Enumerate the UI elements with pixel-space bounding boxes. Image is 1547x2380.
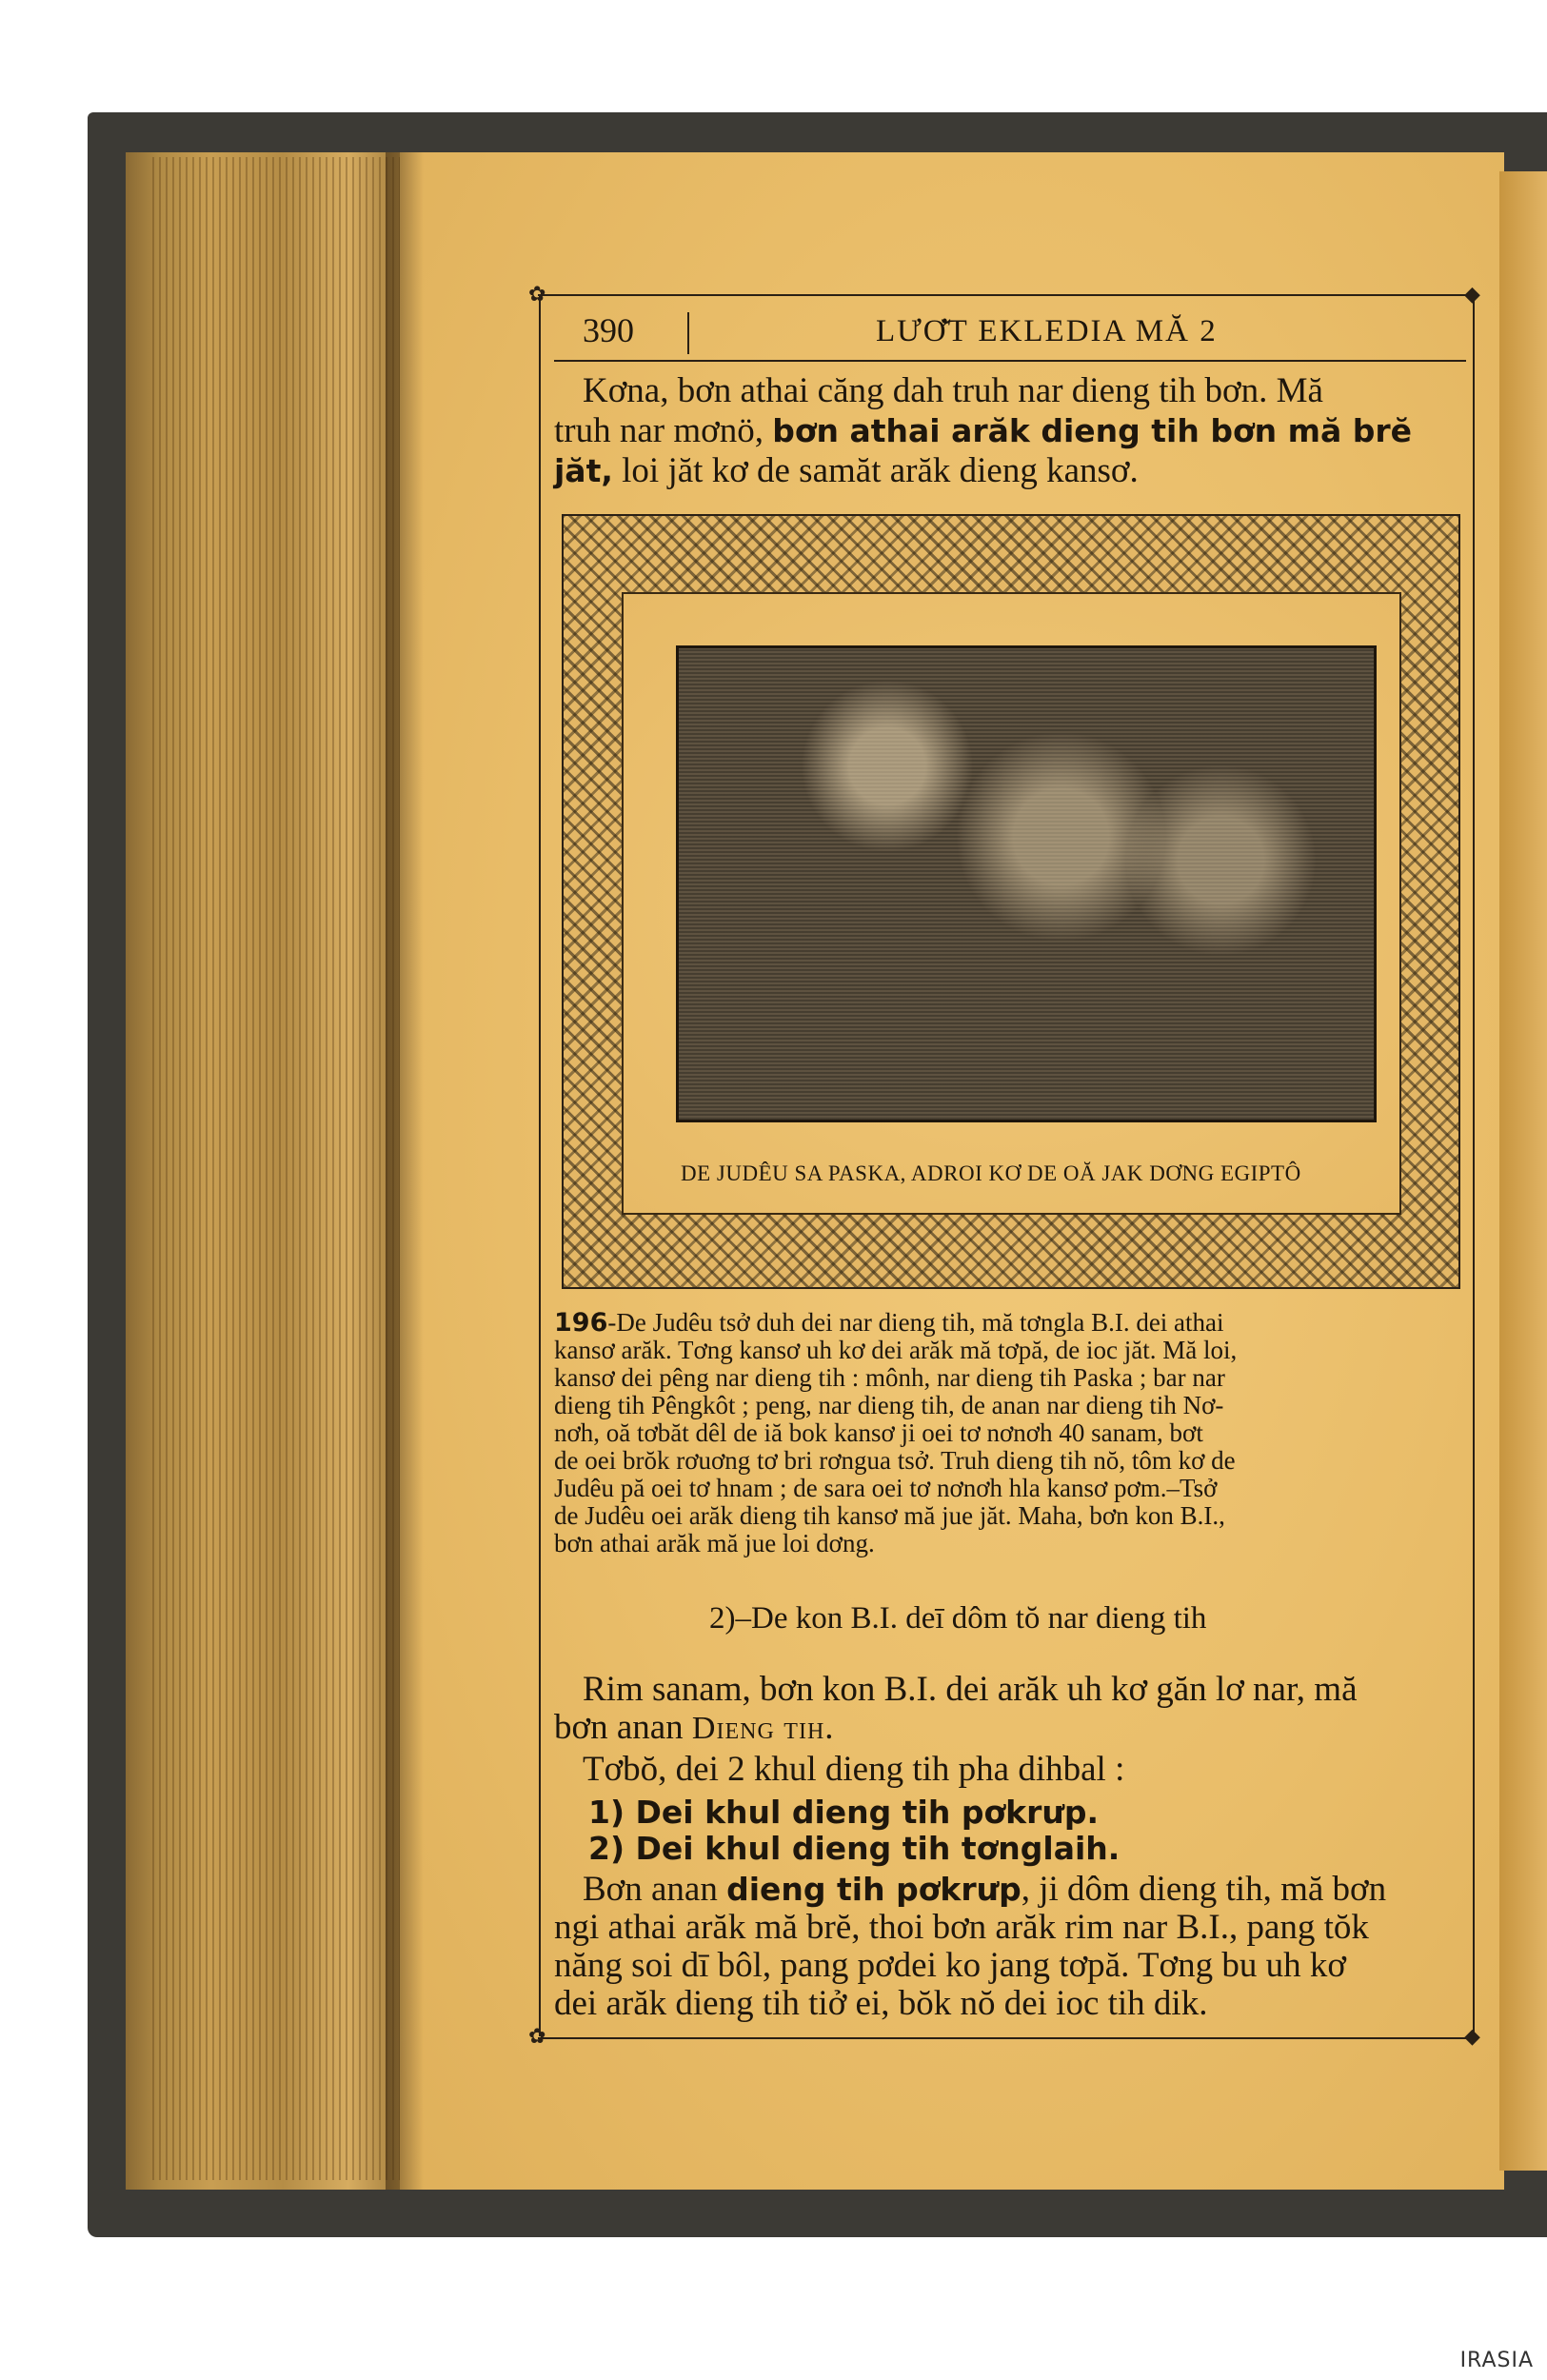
intro-line-1: Kơna, bơn athai căng dah truh nar dieng tih bơn. Mă <box>583 371 1323 410</box>
header-separator <box>687 312 689 354</box>
body-p3-text-end: , ji dôm dieng tih, mă bơn <box>1021 1870 1387 1909</box>
para-196-line: dieng tih Pêngkôt ; peng, nar dieng tih, de anan nar dieng tih Nơ- <box>554 1391 1224 1419</box>
frame-top-rule <box>538 294 1466 296</box>
corner-ornament-icon: ✿ <box>528 282 546 306</box>
intro-line-3-text: loi jăt kơ de samăt arăk dieng kansơ. <box>612 451 1139 490</box>
corner-ornament-icon: ◆ <box>1464 282 1480 306</box>
intro-line-2 <box>554 413 1412 448</box>
body-p1-text: bơn anan <box>554 1708 692 1747</box>
list-item: 2) Dei khul dieng tih tơnglaih. <box>588 1830 1121 1867</box>
next-page-edge <box>1499 171 1547 2171</box>
para-196-line: bơn athai arăk mă jue loi dơng. <box>554 1529 875 1557</box>
intro-line-3-bold: jăt, <box>554 452 613 489</box>
para-number: 196 <box>554 1308 608 1338</box>
corner-ornament-icon: ✿ <box>528 2024 546 2048</box>
body-p3-bold: dieng tih pơkrưp <box>726 1871 1021 1908</box>
para-196-line: kansơ dei pêng nar dieng tih : mônh, nar dieng tih Paska ; bar nar <box>554 1363 1225 1392</box>
page-edges-texture <box>152 157 400 2180</box>
body-p3-line2: ngi athai arăk mă brĕ, thoi bơn arăk rim nar B.I., pang tŏk <box>554 1908 1369 1947</box>
header-rule <box>554 360 1466 362</box>
body-p1-end: . <box>824 1708 834 1747</box>
small-caps-term: Dieng tih <box>691 1711 825 1746</box>
frame-left-rule <box>539 294 541 2036</box>
intro-line-2-text: truh nar mơnö, <box>554 411 773 450</box>
page-number: 390 <box>583 311 634 349</box>
body-p2-line1: Tơbŏ, dei 2 khul dieng tih pha dihbal : <box>583 1750 1125 1789</box>
list-item: 1) Dei khul dieng tih pơkrưp. <box>588 1794 1099 1831</box>
para-196-line <box>554 1310 1224 1336</box>
body-p1-line1: Rim sanam, bơn kon B.I. dei arăk uh kơ găn lơ nar, mă <box>583 1670 1358 1709</box>
watermark-label: IRASIA <box>1459 2349 1534 2372</box>
intro-line-3 <box>554 453 1139 488</box>
para-196-line: de Judêu oei arăk dieng tih kansơ mă jue jăt. Maha, bơn kon B.I., <box>554 1501 1225 1530</box>
para-196-line: kansơ arăk. Tơng kansơ uh kơ dei arăk mă tơpă, de ioc jăt. Mă loi, <box>554 1336 1238 1364</box>
figure-caption: DE JUDÊU SA PASKA, ADROI KƠ DE OĂ JAK DƠNG EGIPTÔ <box>681 1161 1301 1185</box>
frame-right-rule <box>1473 294 1475 2036</box>
corner-ornament-icon: ◆ <box>1464 2024 1480 2048</box>
body-p3-line4: dei arăk dieng tih tiở ei, bŏk nŏ dei ioc tih dik. <box>554 1984 1208 2023</box>
engraving-image <box>676 645 1377 1122</box>
frame-bottom-rule <box>538 2037 1466 2039</box>
body-p3-line3: năng soi dī bôl, pang pơdei ko jang tơpă. Tơng bu uh kơ <box>554 1946 1346 1985</box>
running-title: LƯƠ̆T EKLEDIA MĂ 2 <box>876 314 1218 348</box>
body-p1-line2 <box>554 1710 834 1745</box>
para-196-line: Judêu pă oei tơ hnam ; de sara oei tơ nơnơh hla kansơ pơm.–Tsở <box>554 1474 1218 1502</box>
body-p3-line1 <box>583 1872 1386 1907</box>
body-p3-text: Bơn anan <box>583 1870 727 1909</box>
intro-line-2-bold: bơn athai arăk dieng tih bơn mă brĕ <box>772 412 1413 449</box>
para-196-line: nơh, oă tơbăt dêl de iă bok kansơ ji oei tơ nơnơh 40 sanam, bơt <box>554 1418 1203 1447</box>
para-196-line: de oei brŏk rơuơng tơ bri rơngua tsở. Truh dieng tih nŏ, tôm kơ de <box>554 1446 1236 1475</box>
section-heading: 2)–De kon B.I. deī dôm tŏ nar dieng tih <box>709 1601 1207 1636</box>
gutter-shadow <box>386 152 424 2190</box>
para-196-text: -De Judêu tsở duh dei nar dieng tih, mă tơngla B.I. dei athai <box>607 1308 1224 1337</box>
